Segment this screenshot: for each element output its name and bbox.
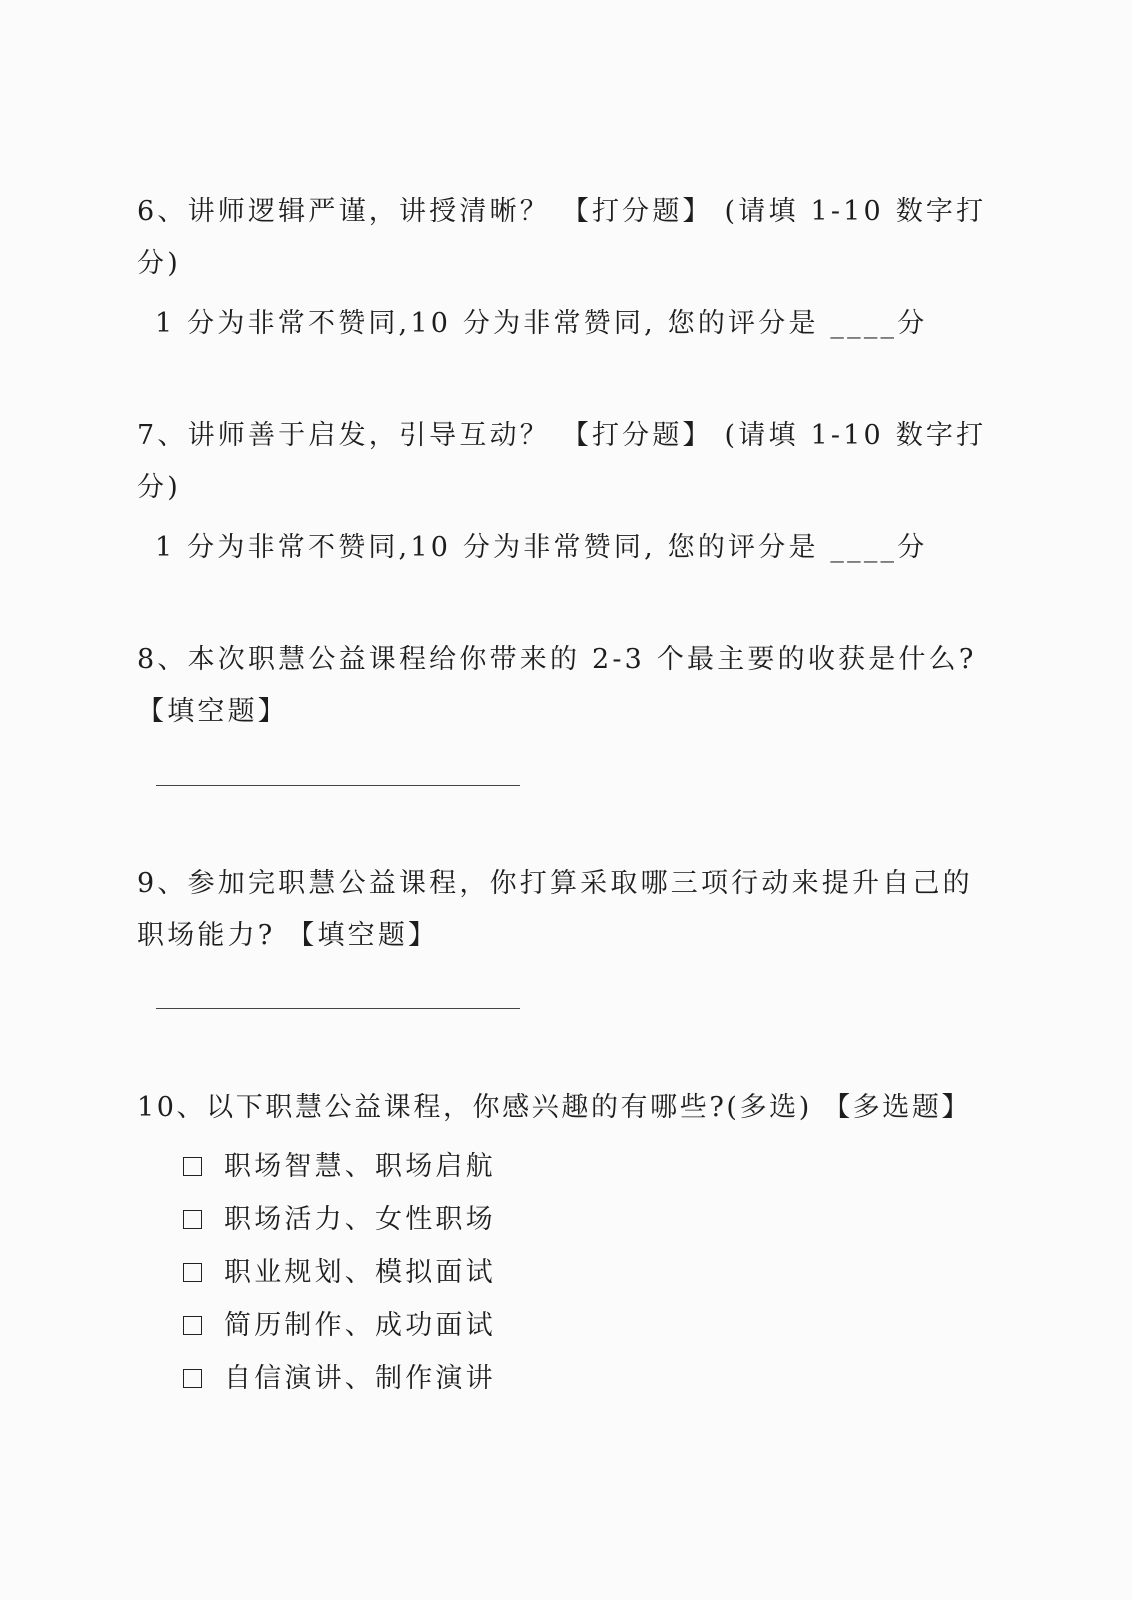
checkbox-icon[interactable] xyxy=(183,1210,202,1229)
option-label: 职场活力、女性职场 xyxy=(224,1204,496,1235)
q6-title: 6、讲师逻辑严谨，讲授清晰？ 【打分题】 (请填 1-10 数字打 xyxy=(137,196,987,227)
q10-option[interactable] xyxy=(183,1149,496,1185)
option-label: 简历制作、成功面试 xyxy=(224,1310,496,1341)
q10-title: 10、以下职慧公益课程，你感兴趣的有哪些?(多选) 【多选题】 xyxy=(137,1092,972,1123)
q7-scale-text: 1 分为非常不赞同,10 分为非常赞同, 您的评分是 ____分 xyxy=(155,532,928,563)
checkbox-icon[interactable] xyxy=(183,1157,202,1176)
q10-option[interactable] xyxy=(183,1308,496,1344)
checkbox-icon[interactable] xyxy=(183,1263,202,1282)
q9-title: 9、参加完职慧公益课程，你打算采取哪三项行动来提升自己的 xyxy=(137,868,973,899)
q10-option[interactable] xyxy=(183,1202,496,1238)
option-label: 自信演讲、制作演讲 xyxy=(224,1363,496,1394)
q7-title: 7、讲师善于启发，引导互动？ 【打分题】 (请填 1-10 数字打 xyxy=(137,420,987,451)
q8-title-cont: 【填空题】 xyxy=(137,696,288,727)
q6-title-cont: 分) xyxy=(137,248,181,279)
option-label: 职场智慧、职场启航 xyxy=(224,1151,496,1182)
option-label: 职业规划、模拟面试 xyxy=(224,1257,496,1288)
q9-answer-blank[interactable] xyxy=(156,1008,520,1009)
q8-answer-blank[interactable] xyxy=(156,785,520,786)
q10-option[interactable] xyxy=(183,1255,496,1291)
q8-title: 8、本次职慧公益课程给你带来的 2-3 个最主要的收获是什么? xyxy=(137,644,977,675)
q6-scale-text: 1 分为非常不赞同,10 分为非常赞同, 您的评分是 ____分 xyxy=(155,308,928,339)
checkbox-icon[interactable] xyxy=(183,1369,202,1388)
q7-title-cont: 分) xyxy=(137,472,181,503)
q9-title-cont: 职场能力? 【填空题】 xyxy=(137,920,439,951)
checkbox-icon[interactable] xyxy=(183,1316,202,1335)
q10-option[interactable] xyxy=(183,1361,496,1397)
